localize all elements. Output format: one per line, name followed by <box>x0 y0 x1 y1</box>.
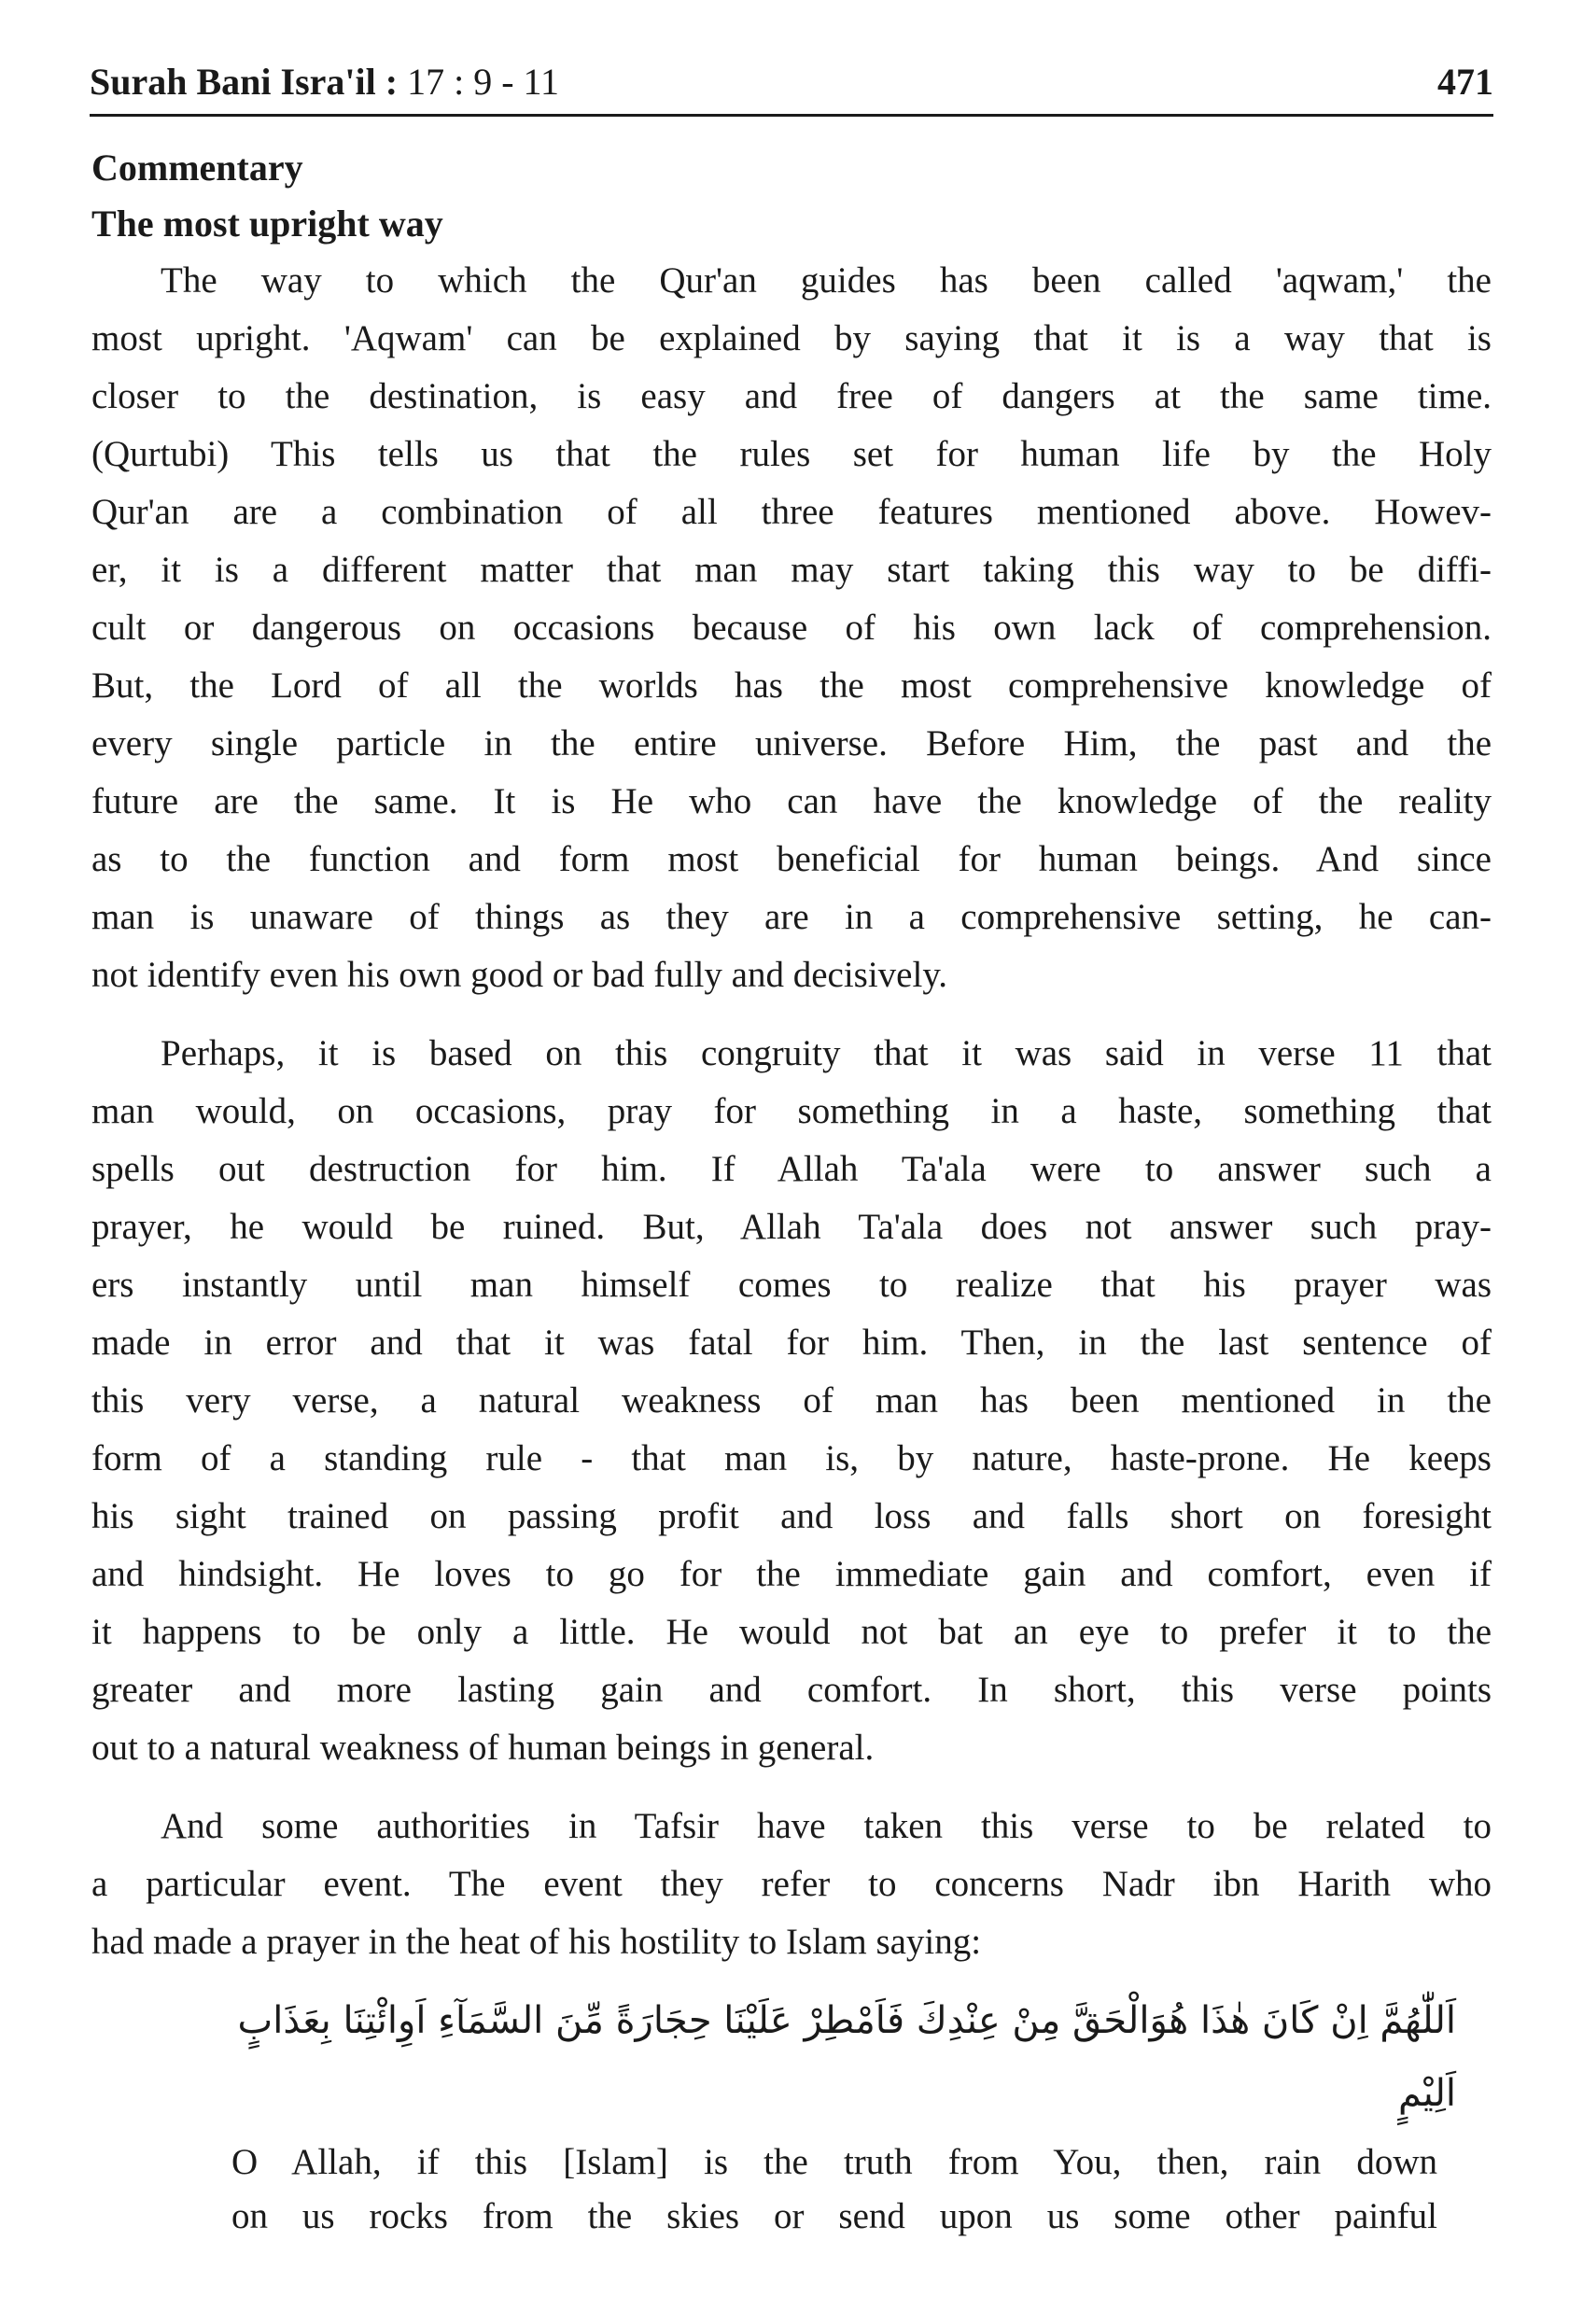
arabic-line: اَللّٰهُمَّ اِنْ كَانَ هٰذَا هُوَالْحَقَّ مِنْ عِنْدِكَ فَاَمْطِرْ عَلَيْنَا حِجَارَةً مِّنَ السَّمَآءِ اَوِائْتِنَا بِعَذَابٍ <box>237 1999 1456 2042</box>
translation-line: on us rocks from the skies or send upon us some other painful <box>231 2196 1437 2236</box>
text-line: The way to which the Qur'an guides has been called 'aqwam,' the <box>161 260 1492 301</box>
running-head <box>90 49 1493 116</box>
surah-name: Surah Bani Isra'il : <box>90 61 399 103</box>
arabic-quote <box>231 1984 1456 2130</box>
text-line: most upright. 'Aqwam' can be explained by saying that it is a way that is <box>91 318 1492 358</box>
text-line: and hindsight. He loves to go for the immediate gain and comfort, even if <box>91 1554 1492 1594</box>
text-line: spells out destruction for him. If Allah Ta'ala were to answer such a <box>91 1149 1492 1189</box>
text-line: form of a standing rule - that man is, by nature, haste-prone. He keeps <box>91 1438 1492 1478</box>
chapter-reference <box>90 49 559 116</box>
text-line: But, the Lord of all the worlds has the most comprehensive knowledge of <box>91 665 1492 706</box>
text-line: it happens to be only a little. He would not bat an eye to prefer it to the <box>91 1612 1492 1652</box>
paragraph-1 <box>91 252 1492 1004</box>
text-line: a particular event. The event they refer to concerns Nadr ibn Harith who <box>91 1864 1492 1904</box>
arabic-line: اَلِيْمٍ <box>1398 2072 1456 2115</box>
text-line: made in error and that it was fatal for him. Then, in the last sentence of <box>91 1323 1492 1363</box>
header-rule <box>90 114 1493 117</box>
text-line: future are the same. It is He who can have the knowledge of the reality <box>91 781 1492 821</box>
text-line: man would, on occasions, pray for something in a haste, something that <box>91 1091 1492 1131</box>
text-line: er, it is a different matter that man may start taking this way to be diffi- <box>91 550 1492 590</box>
text-line: had made a prayer in the heat of his hostility to Islam saying: <box>91 1922 982 1962</box>
paragraph-2 <box>91 1025 1492 1777</box>
text-line: greater and more lasting gain and comfort. In short, this verse points <box>91 1670 1492 1710</box>
text-line: ers instantly until man himself comes to realize that his prayer was <box>91 1265 1492 1305</box>
text-line: closer to the destination, is easy and free of dangers at the same time. <box>91 376 1492 416</box>
text-line: man is unaware of things as they are in a comprehensive setting, he can- <box>91 897 1492 937</box>
verse-range: 17 : 9 - 11 <box>398 61 560 103</box>
paragraph-3 <box>91 1798 1492 1971</box>
text-line: cult or dangerous on occasions because of his own lack of comprehension. <box>91 608 1492 648</box>
subsection-heading: The most upright way <box>91 203 443 245</box>
translation-line: O Allah, if this [Islam] is the truth from You, then, rain down <box>231 2142 1437 2182</box>
text-line: Qur'an are a combination of all three features mentioned above. Howev- <box>91 492 1492 532</box>
text-line: prayer, he would be ruined. But, Allah Ta'ala does not answer such pray- <box>91 1207 1492 1247</box>
text-line: his sight trained on passing profit and loss and falls short on foresight <box>91 1496 1492 1536</box>
page-number: 471 <box>1437 61 1493 103</box>
text-line: every single particle in the entire universe. Before Him, the past and the <box>91 723 1492 763</box>
text-line: this very verse, a natural weakness of man has been mentioned in the <box>91 1380 1492 1421</box>
text-line: And some authorities in Tafsir have taken this verse to be related to <box>161 1806 1492 1846</box>
text-line: as to the function and form most beneficial for human beings. And since <box>91 839 1492 879</box>
quote-translation <box>231 2135 1437 2244</box>
text-line: not identify even his own good or bad fully and decisively. <box>91 955 948 995</box>
text-line: (Qurtubi) This tells us that the rules set for human life by the Holy <box>91 434 1492 474</box>
section-heading: Commentary <box>91 147 303 189</box>
text-line: Perhaps, it is based on this congruity that it was said in verse 11 that <box>161 1033 1492 1073</box>
text-line: out to a natural weakness of human beings in general. <box>91 1728 875 1768</box>
page-body <box>91 140 1492 2244</box>
